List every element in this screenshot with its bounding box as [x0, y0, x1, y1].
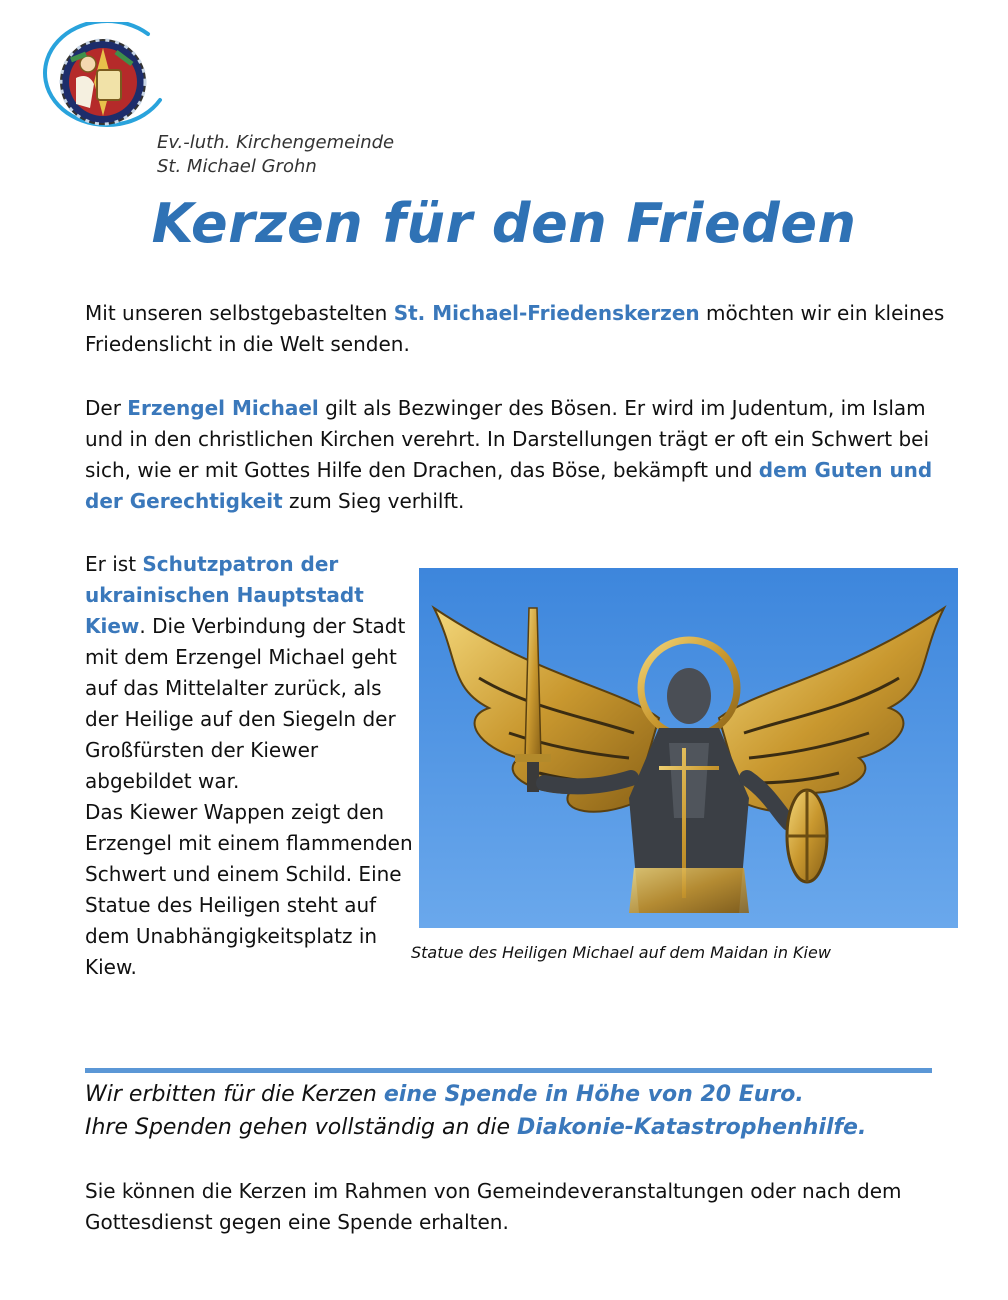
closing-paragraph: Sie können die Kerzen im Rahmen von Gemeindeveranstaltungen oder nach dem Gottesdienst gegen eine Spende erhalten. [85, 1179, 902, 1234]
text: . Die Verbindung der Stadt mit dem Erzengel Michael geht auf das Mittelalter zurück, als der Heilige auf den Siegeln der Großfürsten der Kiewer abgebildet war. [85, 614, 406, 793]
org-line-2: St. Michael Grohn [157, 156, 317, 177]
kiev-paragraph [85, 549, 415, 983]
appeal-line-1 [85, 1078, 866, 1111]
highlight-donation-amount: eine Spende in Höhe von 20 Euro. [383, 1082, 804, 1107]
text: gilt als Bezwinger des Bösen. Er wird im Judentum, im Islam und in den christlichen Kirchen verehrt. In Darstellungen trägt er oft ein Schwert bei sich, wie er mit Gottes Hilfe den Drachen, das Böse, bekämpft und [85, 396, 930, 482]
text: Ihre Spenden gehen vollständig an die [85, 1115, 518, 1140]
text: Mit unseren selbstgebastelten [85, 301, 394, 325]
text: zum Sieg verhilft. [282, 489, 465, 513]
archangel-paragraph [85, 393, 945, 517]
text: Wir erbitten für die Kerzen [85, 1082, 384, 1107]
text: Der [85, 396, 128, 420]
highlight-candles: St. Michael-Friedenskerzen [393, 301, 700, 325]
text: möchten wir ein kleines Friedenslicht in die Welt senden. [85, 301, 945, 356]
text: Das Kiewer Wappen zeigt den Erzengel mit einem flammenden Schwert und einem Schild. Eine Statue des Heiligen steht auf dem Unabhängigkeitsplatz in Kiew. [85, 800, 413, 979]
organization-name [157, 131, 394, 179]
photo-caption: Statue des Heiligen Michael auf dem Maidan in Kiew [411, 943, 831, 962]
divider [85, 1068, 932, 1073]
highlight-diakonie: Diakonie-Katastrophenhilfe. [517, 1115, 867, 1140]
highlight-patron: Schutzpatron der ukrainischen Hauptstadt Kiew [85, 552, 364, 638]
text: Er ist [85, 552, 143, 576]
donation-appeal [85, 1078, 866, 1144]
highlight-archangel: Erzengel Michael [127, 396, 319, 420]
highlight-justice: dem Guten und der Gerechtigkeit [85, 458, 933, 513]
church-logo [36, 22, 176, 140]
org-line-1: Ev.-luth. Kirchengemeinde [157, 132, 395, 153]
page-title: Kerzen für den Frieden [151, 192, 857, 255]
statue-photo [419, 568, 958, 928]
intro-paragraph [85, 298, 945, 360]
appeal-line-2 [85, 1111, 866, 1144]
